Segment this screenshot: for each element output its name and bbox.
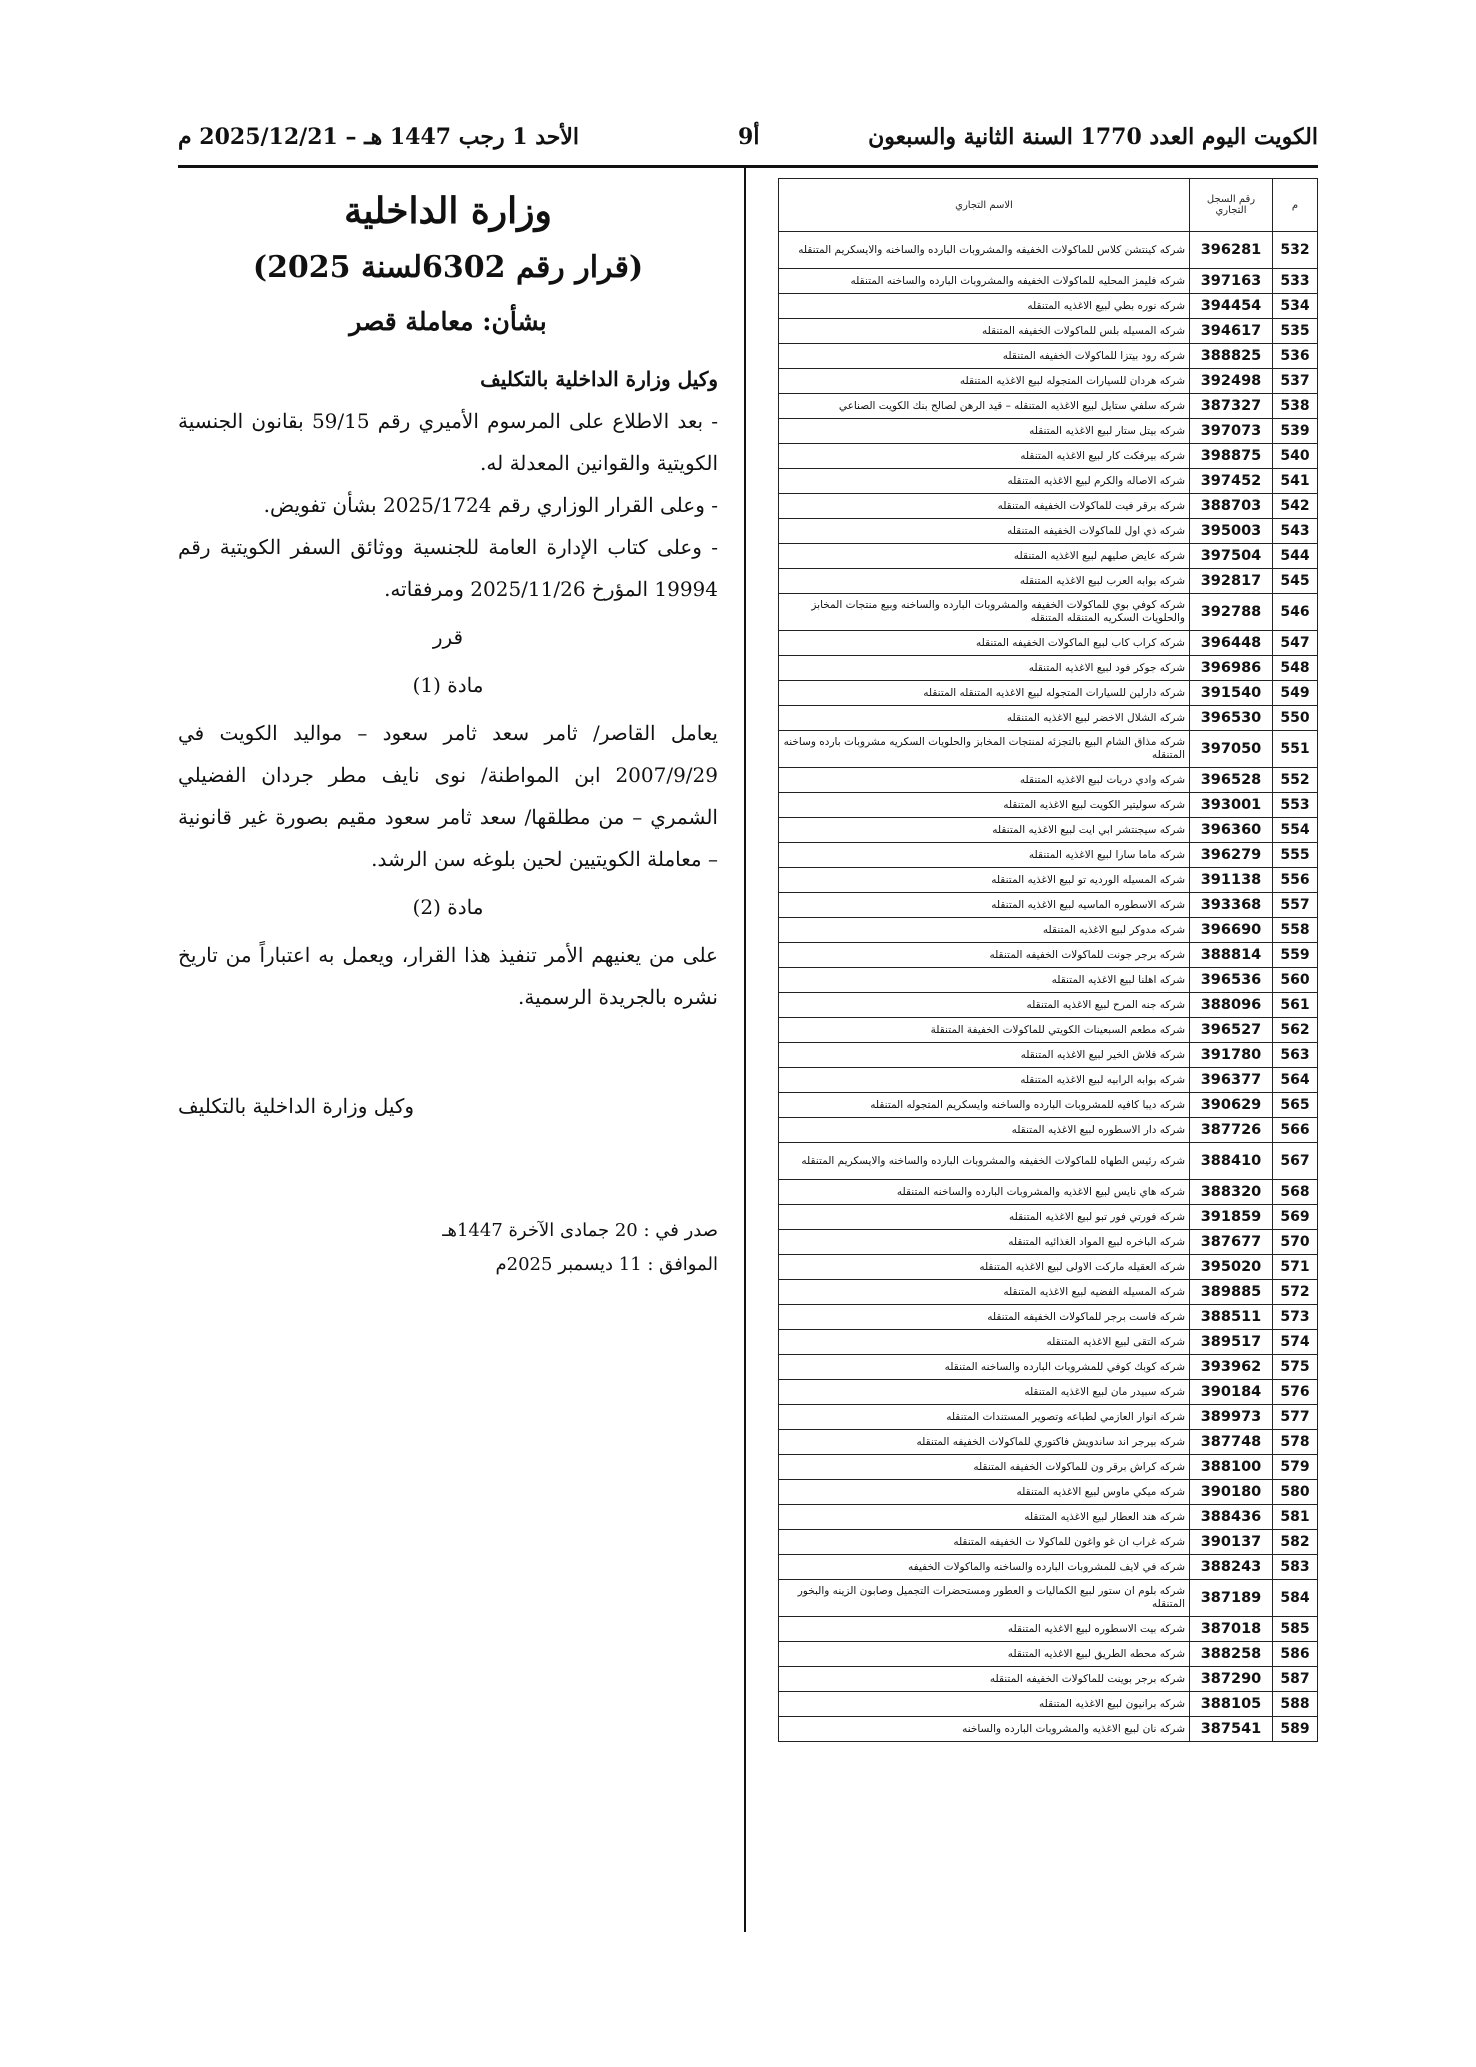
- row-trade-name: شركه هند العطار لبيع الاغذيه المتنقله: [779, 1505, 1190, 1530]
- row-number: 558: [1273, 918, 1318, 943]
- row-register-number: 387677: [1190, 1230, 1273, 1255]
- row-number: 532: [1273, 232, 1318, 269]
- row-trade-name: شركه برانيون لبيع الاغذيه المتنقله: [779, 1692, 1190, 1717]
- table-row: [779, 1330, 1318, 1355]
- row-register-number: 387018: [1190, 1617, 1273, 1642]
- row-number: 541: [1273, 469, 1318, 494]
- row-trade-name: شركه هردان للسيارات المتجوله لبيع الاغذيه المتنقله: [779, 369, 1190, 394]
- row-trade-name: شركه الاصاله والكرم لبيع الاغذيه المتنقله: [779, 469, 1190, 494]
- row-register-number: 396448: [1190, 631, 1273, 656]
- row-register-number: 396279: [1190, 843, 1273, 868]
- row-trade-name: شركه مطعم السبعينات الكويتي للماكولات الخفيفة المتنقلة: [779, 1018, 1190, 1043]
- table-row: [779, 469, 1318, 494]
- row-number: 562: [1273, 1018, 1318, 1043]
- row-register-number: 388258: [1190, 1642, 1273, 1667]
- table-row: [779, 1455, 1318, 1480]
- row-register-number: 394454: [1190, 294, 1273, 319]
- commercial-register-table: [778, 178, 1318, 1742]
- table-row: [779, 544, 1318, 569]
- table-row: [779, 1280, 1318, 1305]
- article-1-title: مادة (1): [412, 673, 484, 697]
- gazette-issue: الكويت اليوم العدد 1770 السنة الثانية والسبعون: [868, 124, 1318, 150]
- row-register-number: 388320: [1190, 1180, 1273, 1205]
- row-register-number: 390137: [1190, 1530, 1273, 1555]
- row-number: 589: [1273, 1717, 1318, 1742]
- row-trade-name: شركه وادي دربات لبيع الاغذيه المتنقله: [779, 768, 1190, 793]
- row-number: 580: [1273, 1480, 1318, 1505]
- row-trade-name: شركه بوابه الرابيه لبيع الاغذيه المتنقله: [779, 1068, 1190, 1093]
- row-number: 544: [1273, 544, 1318, 569]
- row-register-number: 396527: [1190, 1018, 1273, 1043]
- row-trade-name: شركه بيتل ستار لبيع الاغذيه المتنقله: [779, 419, 1190, 444]
- table-row: [779, 968, 1318, 993]
- signature: وكيل وزارة الداخلية بالتكليف: [178, 1094, 415, 1118]
- row-trade-name: شركه رود بيتزا للماكولات الخفيفه المتنقله: [779, 344, 1190, 369]
- row-number: 582: [1273, 1530, 1318, 1555]
- row-trade-name: شركه فليمز المحليه للماكولات الخفيفه والمشروبات البارده والساخنه المتنقله: [779, 269, 1190, 294]
- table-row: [779, 369, 1318, 394]
- col-header-register: رقم السجل التجاري: [1190, 179, 1273, 232]
- row-number: 538: [1273, 394, 1318, 419]
- row-register-number: 392498: [1190, 369, 1273, 394]
- table-row: [779, 1355, 1318, 1380]
- row-trade-name: شركه بلوم ان ستور لبيع الكماليات و العطور ومستحضرات التجميل وصابون الزينه والبخور المتنقله: [779, 1580, 1190, 1617]
- issued-date: [178, 1214, 718, 1282]
- row-register-number: 397073: [1190, 419, 1273, 444]
- row-trade-name: شركه عايض صليهم لبيع الاغذيه المتنقله: [779, 544, 1190, 569]
- table-row: [779, 1180, 1318, 1205]
- page-header: [178, 124, 1318, 160]
- row-register-number: 397452: [1190, 469, 1273, 494]
- table-row: [779, 1667, 1318, 1692]
- table-row: [779, 1068, 1318, 1093]
- row-number: 540: [1273, 444, 1318, 469]
- row-number: 577: [1273, 1405, 1318, 1430]
- page-number: أ9: [738, 124, 760, 150]
- table-row: [779, 768, 1318, 793]
- row-trade-name: شركه فلاش الخير لبيع الاغذيه المتنقله: [779, 1043, 1190, 1068]
- row-trade-name: شركه الشلال الاخضر لبيع الاغذيه المتنقله: [779, 706, 1190, 731]
- table-row: [779, 656, 1318, 681]
- row-number: 579: [1273, 1455, 1318, 1480]
- row-trade-name: شركه العقيله ماركت الاولى لبيع الاغذيه المتنقله: [779, 1255, 1190, 1280]
- row-register-number: 396986: [1190, 656, 1273, 681]
- row-number: 545: [1273, 569, 1318, 594]
- row-trade-name: شركه المسيله بلس للماكولات الخفيفه المتنقله: [779, 319, 1190, 344]
- row-register-number: 388814: [1190, 943, 1273, 968]
- preamble-1: - بعد الاطلاع على المرسوم الأميري رقم 59/15 بقانون الجنسية الكويتية والقوانين المعدلة له.: [178, 409, 718, 475]
- table-row: [779, 1717, 1318, 1742]
- row-register-number: 391780: [1190, 1043, 1273, 1068]
- table-row: [779, 681, 1318, 706]
- row-trade-name: شركه مذاق الشام البيع بالتجزئه لمنتجات المخابز والحلويات السكريه مشروبات بارده وساخنه المتنقله: [779, 731, 1190, 768]
- table-row: [779, 1480, 1318, 1505]
- row-register-number: 387726: [1190, 1118, 1273, 1143]
- table-row: [779, 1642, 1318, 1667]
- column-divider: [744, 168, 746, 1932]
- row-register-number: 396536: [1190, 968, 1273, 993]
- row-number: 561: [1273, 993, 1318, 1018]
- row-trade-name: شركه اهلنا لبيع الاغذيه المتنقله: [779, 968, 1190, 993]
- table-row: [779, 294, 1318, 319]
- table-row: [779, 1530, 1318, 1555]
- row-register-number: 398875: [1190, 444, 1273, 469]
- row-trade-name: شركه المسيله الفضيه لبيع الاغذيه المتنقله: [779, 1280, 1190, 1305]
- row-trade-name: شركه المسيله الورديه تو لبيع الاغذيه المتنقله: [779, 868, 1190, 893]
- row-trade-name: شركه برجر بوينت للماكولات الخفيفه المتنقله: [779, 1667, 1190, 1692]
- row-trade-name: شركه بوابه العرب لبيع الاغذيه المتنقله: [779, 569, 1190, 594]
- table-row: [779, 494, 1318, 519]
- table-row: [779, 631, 1318, 656]
- row-register-number: 389973: [1190, 1405, 1273, 1430]
- row-register-number: 388243: [1190, 1555, 1273, 1580]
- table-row: [779, 419, 1318, 444]
- row-register-number: 393962: [1190, 1355, 1273, 1380]
- row-register-number: 387290: [1190, 1667, 1273, 1692]
- row-number: 549: [1273, 681, 1318, 706]
- row-number: 564: [1273, 1068, 1318, 1093]
- row-register-number: 392817: [1190, 569, 1273, 594]
- row-number: 555: [1273, 843, 1318, 868]
- row-number: 533: [1273, 269, 1318, 294]
- issue-date: الأحد 1 رجب 1447 هـ – 2025/12/21 م: [178, 124, 580, 150]
- row-number: 567: [1273, 1143, 1318, 1180]
- row-number: 554: [1273, 818, 1318, 843]
- row-number: 547: [1273, 631, 1318, 656]
- article-2-text: على من يعنيهم الأمر تنفيذ هذا القرار، ويعمل به اعتباراً من تاريخ نشره بالجريدة الرسمية.: [178, 943, 718, 1009]
- row-trade-name: شركه سبيدر مان لبيع الاغذيه المتنقله: [779, 1380, 1190, 1405]
- table-row: [779, 1405, 1318, 1430]
- row-register-number: 394617: [1190, 319, 1273, 344]
- table-row: [779, 818, 1318, 843]
- row-register-number: 387541: [1190, 1717, 1273, 1742]
- table-row: [779, 731, 1318, 768]
- row-number: 537: [1273, 369, 1318, 394]
- row-number: 550: [1273, 706, 1318, 731]
- row-trade-name: شركه غراب ان غو واغون للماكولا ت الخفيفه المتنقله: [779, 1530, 1190, 1555]
- table-row: [779, 918, 1318, 943]
- row-trade-name: شركه سوليتير الكويت لبيع الاغذيه المتنقله: [779, 793, 1190, 818]
- row-trade-name: شركه برقر فيت للماكولات الخفيفه المتنقله: [779, 494, 1190, 519]
- table-row: [779, 1692, 1318, 1717]
- decision-number: (قرار رقم 6302لسنة 2025): [252, 250, 644, 285]
- decision-column: [178, 180, 718, 1282]
- row-register-number: 395003: [1190, 519, 1273, 544]
- ministry-title: وزارة الداخلية: [344, 190, 552, 232]
- table-row: [779, 1018, 1318, 1043]
- issued-gregorian: الموافق : 11 ديسمبر 2025م: [495, 1254, 718, 1275]
- row-register-number: 393368: [1190, 893, 1273, 918]
- table-row: [779, 1380, 1318, 1405]
- row-trade-name: شركه بيرجر اند ساندويش فاكتوري للماكولات الخفيفه المتنقله: [779, 1430, 1190, 1455]
- row-trade-name: شركه انوار العازمي لطباعه وتصوير المستندات المتنقله: [779, 1405, 1190, 1430]
- row-register-number: 390629: [1190, 1093, 1273, 1118]
- row-register-number: 390184: [1190, 1380, 1273, 1405]
- row-trade-name: شركه ديبا كافيه للمشروبات البارده والساخنه وايسكريم المتجوله المتنقله: [779, 1093, 1190, 1118]
- article-1-text: يعامل القاصر/ ثامر سعد ثامر سعود – مواليد الكويت في 2007/9/29 ابن المواطنة/ نوى نايف مطر جردان الفضيلي الشمري – من مطلقها/ سعد ثامر سعود مقيم بصورة غير قانونية – معاملة الكويتيين لحين بلوغه سن الرشد.: [178, 721, 718, 871]
- table-row: [779, 1430, 1318, 1455]
- row-register-number: 397504: [1190, 544, 1273, 569]
- row-number: 556: [1273, 868, 1318, 893]
- row-number: 570: [1273, 1230, 1318, 1255]
- row-register-number: 393001: [1190, 793, 1273, 818]
- row-number: 581: [1273, 1505, 1318, 1530]
- row-register-number: 396690: [1190, 918, 1273, 943]
- row-trade-name: شركه كوبك كوفي للمشروبات البارده والساخنه المتنقله: [779, 1355, 1190, 1380]
- row-register-number: 396530: [1190, 706, 1273, 731]
- table-row: [779, 993, 1318, 1018]
- row-trade-name: شركه التقى لبيع الاغذيه المتنقله: [779, 1330, 1190, 1355]
- row-register-number: 388511: [1190, 1305, 1273, 1330]
- row-register-number: 397050: [1190, 731, 1273, 768]
- row-number: 586: [1273, 1642, 1318, 1667]
- row-trade-name: شركه بيرفكت كار لبيع الاغذيه المتنقله: [779, 444, 1190, 469]
- row-trade-name: شركه سيجنتشر ابي ايت لبيع الاغذيه المتنقله: [779, 818, 1190, 843]
- table-row: [779, 1255, 1318, 1280]
- table-row: [779, 269, 1318, 294]
- row-trade-name: شركه محطه الطريق لبيع الاغذيه المتنقله: [779, 1642, 1190, 1667]
- row-register-number: 396528: [1190, 768, 1273, 793]
- row-trade-name: شركه كراش برقر ون للماكولات الخفيفه المتنقله: [779, 1455, 1190, 1480]
- table-row: [779, 319, 1318, 344]
- row-number: 546: [1273, 594, 1318, 631]
- row-register-number: 391859: [1190, 1205, 1273, 1230]
- row-register-number: 388096: [1190, 993, 1273, 1018]
- row-trade-name: شركه ماما سارا لبيع الاغذيه المتنقله: [779, 843, 1190, 868]
- row-number: 568: [1273, 1180, 1318, 1205]
- row-trade-name: شركه نوره بطي لبيع الاغذيه المتنقله: [779, 294, 1190, 319]
- decision-subject: بشأن: معاملة قصر: [349, 307, 547, 336]
- table-row: [779, 394, 1318, 419]
- preamble-3: - وعلى كتاب الإدارة العامة للجنسية ووثائق السفر الكويتية رقم 19994 المؤرخ 2025/11/26 ومرفقاته.: [178, 535, 718, 601]
- row-trade-name: شركه دار الاسطوره لبيع الاغذيه المتنقله: [779, 1118, 1190, 1143]
- table-row: [779, 1617, 1318, 1642]
- table-row: [779, 519, 1318, 544]
- row-number: 587: [1273, 1667, 1318, 1692]
- row-register-number: 388100: [1190, 1455, 1273, 1480]
- row-trade-name: شركه كوفي بوي للماكولات الخفيفه والمشروبات البارده والساخنه وبيع منتجات المخابز والحلويات السكريه المتنقله المتنقله: [779, 594, 1190, 631]
- table-row: [779, 594, 1318, 631]
- row-number: 536: [1273, 344, 1318, 369]
- table-row: [779, 1043, 1318, 1068]
- row-number: 565: [1273, 1093, 1318, 1118]
- row-register-number: 388410: [1190, 1143, 1273, 1180]
- row-trade-name: شركه الباخره لبيع المواد الغذائيه المتنقله: [779, 1230, 1190, 1255]
- row-trade-name: شركه هاي نايس لبيع الاغذيه والمشروبات البارده والساخنه المتنقله: [779, 1180, 1190, 1205]
- row-number: 566: [1273, 1118, 1318, 1143]
- row-trade-name: شركه برجر جونت للماكولات الخفيفه المتنقله: [779, 943, 1190, 968]
- table-row: [779, 1118, 1318, 1143]
- table-row: [779, 1505, 1318, 1530]
- row-number: 539: [1273, 419, 1318, 444]
- table-row: [779, 569, 1318, 594]
- decided-label: قرر: [432, 625, 464, 649]
- row-register-number: 388825: [1190, 344, 1273, 369]
- row-register-number: 391138: [1190, 868, 1273, 893]
- row-trade-name: شركه مدوكر لبيع الاغذيه المتنقله: [779, 918, 1190, 943]
- row-register-number: 397163: [1190, 269, 1273, 294]
- header-rule: [178, 165, 1318, 168]
- row-trade-name: شركه بيت الاسطوره لبيع الاغذيه المتنقله: [779, 1617, 1190, 1642]
- row-number: 560: [1273, 968, 1318, 993]
- row-number: 575: [1273, 1355, 1318, 1380]
- row-trade-name: شركه رئيس الطهاه للماكولات الخفيفه والمشروبات البارده والساخنه والايسكريم المتنقله: [779, 1143, 1190, 1180]
- table-row: [779, 793, 1318, 818]
- row-register-number: 387327: [1190, 394, 1273, 419]
- row-trade-name: شركه جنه المرح لبيع الاغذيه المتنقله: [779, 993, 1190, 1018]
- row-number: 572: [1273, 1280, 1318, 1305]
- row-number: 563: [1273, 1043, 1318, 1068]
- col-header-number: م: [1273, 179, 1318, 232]
- row-number: 548: [1273, 656, 1318, 681]
- table-row: [779, 344, 1318, 369]
- row-number: 535: [1273, 319, 1318, 344]
- row-trade-name: شركه فورتي فور تبو لبيع الاغذيه المتنقله: [779, 1205, 1190, 1230]
- row-trade-name: شركه في لايف للمشروبات البارده والساخنه والماكولات الخفيفه: [779, 1555, 1190, 1580]
- row-number: 559: [1273, 943, 1318, 968]
- row-trade-name: شركه فاست برجر للماكولات الخفيفه المتنقله: [779, 1305, 1190, 1330]
- preamble-2: - وعلى القرار الوزاري رقم 2025/1724 بشأن تفويض.: [263, 493, 718, 517]
- row-trade-name: شركه كراب كاب لبيع الماكولات الخفيفه المتنقله: [779, 631, 1190, 656]
- row-trade-name: شركه سلفي ستايل لبيع الاغذيه المتنقله – قيد الرهن لصالح بنك الكويت الصناعي: [779, 394, 1190, 419]
- row-trade-name: شركه دارلين للسيارات المتجوله لبيع الاغذيه المتنقله المتنقله: [779, 681, 1190, 706]
- row-trade-name: شركه نان لبيع الاغذيه والمشروبات البارده والساخنه: [779, 1717, 1190, 1742]
- row-register-number: 389885: [1190, 1280, 1273, 1305]
- row-register-number: 396377: [1190, 1068, 1273, 1093]
- row-number: 569: [1273, 1205, 1318, 1230]
- row-register-number: 396360: [1190, 818, 1273, 843]
- row-number: 571: [1273, 1255, 1318, 1280]
- table-row: [779, 232, 1318, 269]
- table-row: [779, 1580, 1318, 1617]
- row-number: 551: [1273, 731, 1318, 768]
- row-number: 557: [1273, 893, 1318, 918]
- table-row: [779, 868, 1318, 893]
- row-trade-name: شركه جوكر فود لبيع الاغذيه المتنقله: [779, 656, 1190, 681]
- row-register-number: 388436: [1190, 1505, 1273, 1530]
- decision-issuer: وكيل وزارة الداخلية بالتكليف: [480, 367, 718, 391]
- row-number: 588: [1273, 1692, 1318, 1717]
- row-number: 542: [1273, 494, 1318, 519]
- row-register-number: 392788: [1190, 594, 1273, 631]
- row-trade-name: شركه كينتشن كلاس للماكولات الخفيفه والمشروبات البارده والساخنه والايسكريم المتنقله: [779, 232, 1190, 269]
- row-number: 543: [1273, 519, 1318, 544]
- table-row: [779, 1230, 1318, 1255]
- row-register-number: 388703: [1190, 494, 1273, 519]
- table-row: [779, 444, 1318, 469]
- row-register-number: 390180: [1190, 1480, 1273, 1505]
- row-number: 573: [1273, 1305, 1318, 1330]
- article-2-title: مادة (2): [412, 895, 484, 919]
- row-register-number: 387748: [1190, 1430, 1273, 1455]
- table-row: [779, 893, 1318, 918]
- row-register-number: 387189: [1190, 1580, 1273, 1617]
- issued-hijri: صدر في : 20 جمادى الآخرة 1447هـ: [442, 1220, 718, 1241]
- row-register-number: 388105: [1190, 1692, 1273, 1717]
- table-row: [779, 706, 1318, 731]
- row-number: 552: [1273, 768, 1318, 793]
- table-header-row: [779, 179, 1318, 232]
- row-number: 534: [1273, 294, 1318, 319]
- row-register-number: 391540: [1190, 681, 1273, 706]
- row-number: 576: [1273, 1380, 1318, 1405]
- table-row: [779, 1305, 1318, 1330]
- table-row: [779, 1093, 1318, 1118]
- col-header-name: الاسم التجاري: [779, 179, 1190, 232]
- row-register-number: 396281: [1190, 232, 1273, 269]
- table-row: [779, 1205, 1318, 1230]
- row-register-number: 395020: [1190, 1255, 1273, 1280]
- row-trade-name: شركه الاسطوره الماسيه لبيع الاغذيه المتنقله: [779, 893, 1190, 918]
- row-number: 574: [1273, 1330, 1318, 1355]
- row-number: 553: [1273, 793, 1318, 818]
- table-row: [779, 1555, 1318, 1580]
- table-row: [779, 843, 1318, 868]
- row-number: 585: [1273, 1617, 1318, 1642]
- row-number: 583: [1273, 1555, 1318, 1580]
- table-row: [779, 943, 1318, 968]
- row-number: 578: [1273, 1430, 1318, 1455]
- row-number: 584: [1273, 1580, 1318, 1617]
- row-trade-name: شركه ميكي ماوس لبيع الاغذيه المتنقله: [779, 1480, 1190, 1505]
- table-row: [779, 1143, 1318, 1180]
- row-trade-name: شركه ذي اول للماكولات الخفيفه المتنقله: [779, 519, 1190, 544]
- row-register-number: 389517: [1190, 1330, 1273, 1355]
